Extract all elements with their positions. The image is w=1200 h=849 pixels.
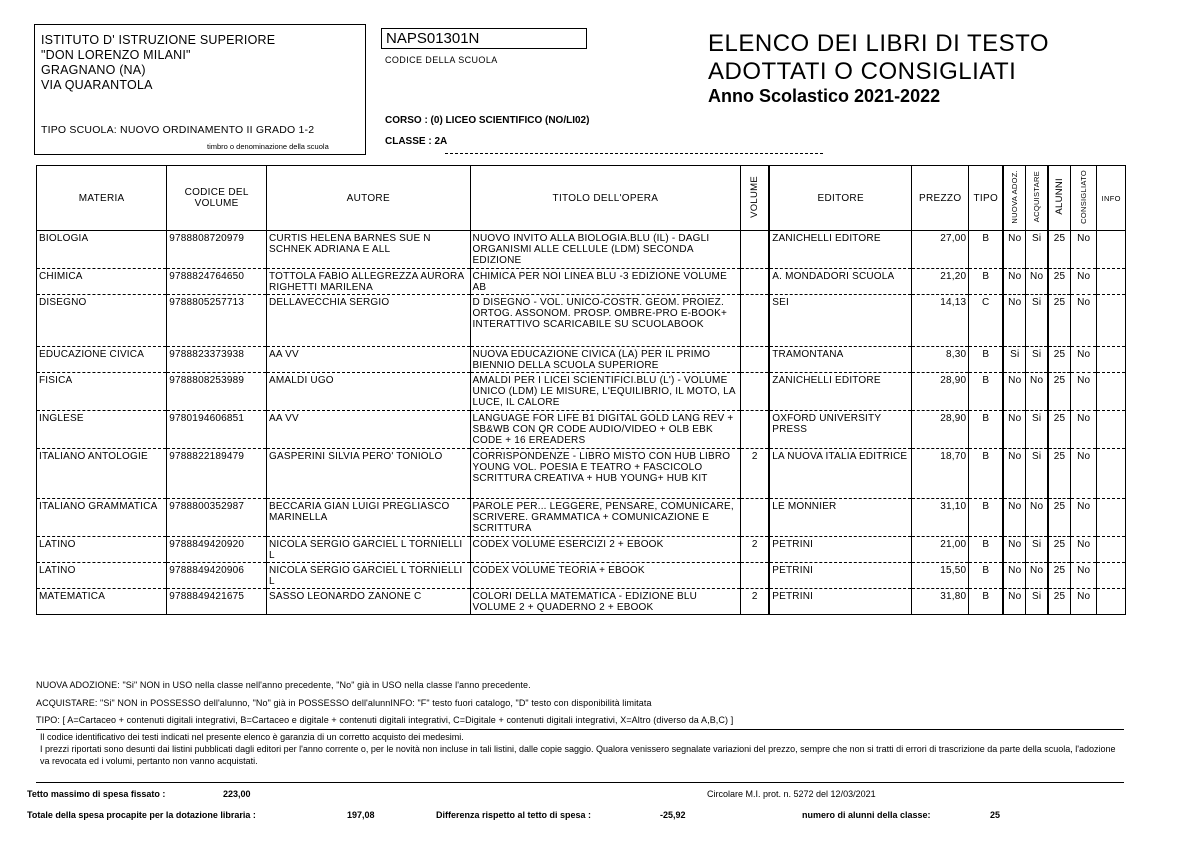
cell-prezzo: 18,70: [912, 449, 969, 499]
cell-autore: DELLAVECCHIA SERGIO: [267, 295, 471, 347]
cell-volume: [741, 231, 769, 269]
col-header-nuova: NUOVA ADOZ.: [1003, 166, 1025, 231]
col-header-acquistare: ACQUISTARE: [1026, 166, 1048, 231]
cell-consigliato: No: [1070, 373, 1096, 411]
cell-codice: 9788823373938: [167, 347, 267, 373]
books-table: [36, 165, 1126, 615]
school-stamp-box: [34, 24, 366, 155]
cell-nuova: No: [1003, 269, 1025, 295]
cell-editore: PETRINI: [769, 537, 911, 563]
cell-info: [1097, 411, 1126, 449]
cell-codice: 9788822189479: [167, 449, 267, 499]
col-header-prezzo: PREZZO: [912, 166, 969, 231]
cell-nuova: No: [1003, 499, 1025, 537]
cell-consigliato: No: [1070, 589, 1096, 615]
cell-consigliato: No: [1070, 411, 1096, 449]
cell-volume: 2: [741, 449, 769, 499]
cell-prezzo: 21,20: [912, 269, 969, 295]
cell-nuova: No: [1003, 537, 1025, 563]
cell-alunni: 25: [1048, 269, 1070, 295]
cell-codice: 9788808720979: [167, 231, 267, 269]
cell-consigliato: No: [1070, 537, 1096, 563]
cell-autore: AA VV: [267, 347, 471, 373]
cell-nuova: Si: [1003, 347, 1025, 373]
cell-editore: LA NUOVA ITALIA EDITRICE: [769, 449, 911, 499]
cell-nuova: No: [1003, 231, 1025, 269]
cell-alunni: 25: [1048, 589, 1070, 615]
cell-consigliato: No: [1070, 449, 1096, 499]
cell-prezzo: 31,10: [912, 499, 969, 537]
notes: [40, 731, 1120, 767]
cell-consigliato: No: [1070, 231, 1096, 269]
cell-info: [1097, 231, 1126, 269]
note-line-2: I prezzi riportati sono desunti dai listini pubblicati dagli editori per l'anno corrente o, per le novità non incluse in tali listini, dalle copie saggio. Qualora venissero segnalate variazioni del prezzo, sempre che non si tratti di errori di trascrizione da parte della scuola, l'adozione va revocata ed i volumi, pertanto non vanno acquistati.: [40, 744, 1116, 766]
cell-tipo: B: [969, 231, 1004, 269]
cell-tipo: B: [969, 499, 1004, 537]
col-header-tipo: TIPO: [969, 166, 1004, 231]
cell-materia: CHIMICA: [37, 269, 167, 295]
cell-tipo: B: [969, 269, 1004, 295]
cell-acquistare: Si: [1026, 347, 1048, 373]
cell-codice: 9788808253989: [167, 373, 267, 411]
cell-codice: 9788849420906: [167, 563, 267, 589]
cell-titolo: COLORI DELLA MATEMATICA - EDIZIONE BLU VOLUME 2 + QUADERNO 2 + EBOOK: [470, 589, 741, 615]
cell-alunni: 25: [1048, 563, 1070, 589]
col-header-alunni: ALUNNI: [1048, 166, 1070, 231]
cell-editore: PETRINI: [769, 563, 911, 589]
alunni-label: numero di alunni della classe:: [802, 810, 931, 820]
cell-acquistare: No: [1026, 563, 1048, 589]
cell-consigliato: No: [1070, 347, 1096, 373]
table-row: [37, 449, 1126, 499]
cell-titolo: NUOVO INVITO ALLA BIOLOGIA.BLU (IL) - DAGLI ORGANISMI ALLE CELLULE (LDM) SECONDA EDIZIONE: [470, 231, 741, 269]
col-header-consigliato: CONSIGLIATO: [1070, 166, 1096, 231]
cell-acquistare: No: [1026, 373, 1048, 411]
circolare: Circolare M.I. prot. n. 5272 del 12/03/2021: [707, 789, 876, 799]
cell-alunni: 25: [1048, 411, 1070, 449]
cell-prezzo: 21,00: [912, 537, 969, 563]
cell-materia: MATEMATICA: [37, 589, 167, 615]
cell-info: [1097, 499, 1126, 537]
table-row: [37, 295, 1126, 347]
cell-alunni: 25: [1048, 537, 1070, 563]
cell-alunni: 25: [1048, 347, 1070, 373]
tetto-label: Tetto massimo di spesa fissato :: [27, 789, 166, 799]
table-row: [37, 347, 1126, 373]
cell-materia: BIOLOGIA: [37, 231, 167, 269]
cell-materia: INGLESE: [37, 411, 167, 449]
legend-tipo: TIPO: [ A=Cartaceo + contenuti digitali integrativi, B=Cartaceo e digitale + contenuti digitali integrativi, C=Digitale + contenuti digitali integrativi, X=Altro (diverso da A,B,C) ]: [36, 715, 734, 725]
cell-codice: 9788805257713: [167, 295, 267, 347]
cell-acquistare: Si: [1026, 537, 1048, 563]
cell-acquistare: Si: [1026, 231, 1048, 269]
cell-tipo: B: [969, 449, 1004, 499]
cell-codice: 9788800352987: [167, 499, 267, 537]
cell-volume: [741, 499, 769, 537]
cell-codice: 9780194606851: [167, 411, 267, 449]
cell-editore: A. MONDADORI SCUOLA: [769, 269, 911, 295]
cell-tipo: B: [969, 347, 1004, 373]
diff-label: Differenza rispetto al tetto di spesa :: [436, 810, 592, 820]
cell-volume: [741, 347, 769, 373]
cell-tipo: B: [969, 563, 1004, 589]
cell-codice: 9788849421675: [167, 589, 267, 615]
cell-prezzo: 8,30: [912, 347, 969, 373]
document-title: ELENCO DEI LIBRI DI TESTO ADOTTATI O CONSIGLIATI: [708, 30, 1050, 85]
legend-acquistare: ACQUISTARE: "Si" NON in POSSESSO dell'alunno, "No" già in POSSESSO dell'alunnINFO: "F" testo fuori catalogo, "D" testo con disponibilità limitata: [36, 698, 652, 708]
cell-autore: CURTIS HELENA BARNES SUE N SCHNEK ADRIANA E ALL: [267, 231, 471, 269]
cell-alunni: 25: [1048, 231, 1070, 269]
cell-nuova: No: [1003, 295, 1025, 347]
cell-info: [1097, 449, 1126, 499]
cell-autore: AA VV: [267, 411, 471, 449]
cell-autore: GASPERINI SILVIA PERO' TONIOLO: [267, 449, 471, 499]
alunni-value: 25: [990, 810, 1001, 820]
class-label: CLASSE : 2A: [385, 136, 448, 147]
cell-autore: TOTTOLA FABIO ALLEGREZZA AURORA RIGHETTI MARILENA: [267, 269, 471, 295]
cell-info: [1097, 563, 1126, 589]
cell-info: [1097, 373, 1126, 411]
cell-alunni: 25: [1048, 449, 1070, 499]
tetto-value: 223,00: [223, 789, 251, 799]
cell-titolo: LANGUAGE FOR LIFE B1 DIGITAL GOLD LANG REV + SB&WB CON QR CODE AUDIO/VIDEO + OLB EBK CODE + 16 EREADERS: [470, 411, 741, 449]
cell-tipo: B: [969, 411, 1004, 449]
cell-consigliato: No: [1070, 499, 1096, 537]
col-header-editore: EDITORE: [769, 166, 911, 231]
cell-codice: 9788824764650: [167, 269, 267, 295]
cell-editore: TRAMONTANA: [769, 347, 911, 373]
cell-tipo: C: [969, 295, 1004, 347]
table-row: [37, 373, 1126, 411]
cell-nuova: No: [1003, 373, 1025, 411]
cell-autore: NICOLA SERGIO GARCIEL L TORNIELLI L: [267, 563, 471, 589]
cell-titolo: CODEX VOLUME TEORIA + EBOOK: [470, 563, 741, 589]
cell-prezzo: 15,50: [912, 563, 969, 589]
cell-materia: ITALIANO GRAMMATICA: [37, 499, 167, 537]
table-row: [37, 269, 1126, 295]
cell-info: [1097, 295, 1126, 347]
cell-acquistare: No: [1026, 269, 1048, 295]
cell-acquistare: Si: [1026, 295, 1048, 347]
cell-autore: NICOLA SERGIO GARCIEL L TORNIELLI L: [267, 537, 471, 563]
notes-divider: [36, 782, 1124, 783]
table-header-row: [37, 166, 1126, 231]
cell-nuova: No: [1003, 411, 1025, 449]
cell-prezzo: 28,90: [912, 411, 969, 449]
cell-volume: [741, 269, 769, 295]
cell-volume: 2: [741, 537, 769, 563]
cell-titolo: CODEX VOLUME ESERCIZI 2 + EBOOK: [470, 537, 741, 563]
col-header-autore: AUTORE: [267, 166, 471, 231]
stamp-note: timbro o denominazione della scuola: [207, 142, 329, 151]
table-row: [37, 499, 1126, 537]
cell-consigliato: No: [1070, 269, 1096, 295]
cell-materia: EDUCAZIONE CIVICA: [37, 347, 167, 373]
cell-nuova: No: [1003, 449, 1025, 499]
cell-editore: ZANICHELLI EDITORE: [769, 373, 911, 411]
cell-nuova: No: [1003, 563, 1025, 589]
totale-value: 197,08: [347, 810, 375, 820]
cell-consigliato: No: [1070, 295, 1096, 347]
cell-alunni: 25: [1048, 373, 1070, 411]
col-header-volume: VOLUME: [741, 166, 769, 231]
school-code-label: CODICE DELLA SCUOLA: [385, 55, 498, 65]
cell-acquistare: Si: [1026, 449, 1048, 499]
cell-volume: [741, 563, 769, 589]
school-code: NAPS01301N: [381, 28, 587, 49]
cell-autore: SASSO LEONARDO ZANONE C: [267, 589, 471, 615]
cell-titolo: PAROLE PER... LEGGERE, PENSARE, COMUNICARE, SCRIVERE. GRAMMATICA + COMUNICAZIONE E SCRITTURA: [470, 499, 741, 537]
cell-materia: LATINO: [37, 537, 167, 563]
cell-materia: ITALIANO ANTOLOGIE: [37, 449, 167, 499]
cell-editore: LE MONNIER: [769, 499, 911, 537]
cell-info: [1097, 347, 1126, 373]
cell-info: [1097, 269, 1126, 295]
table-row: [37, 231, 1126, 269]
cell-prezzo: 28,90: [912, 373, 969, 411]
col-header-info: INFO: [1097, 166, 1126, 231]
cell-alunni: 25: [1048, 499, 1070, 537]
cell-alunni: 25: [1048, 295, 1070, 347]
course-label: CORSO : (0) LICEO SCIENTIFICO (NO/LI02): [385, 115, 590, 126]
cell-volume: 2: [741, 589, 769, 615]
table-row: [37, 411, 1126, 449]
cell-volume: [741, 411, 769, 449]
cell-autore: BECCARIA GIAN LUIGI PREGLIASCO MARINELLA: [267, 499, 471, 537]
totale-label: Totale della spesa procapite per la dotazione libraria :: [27, 810, 256, 820]
cell-titolo: AMALDI PER I LICEI SCIENTIFICI.BLU (L') - VOLUME UNICO (LDM) LE MISURE, L'EQUILIBRIO, IL MOTO, LA LUCE, IL CALORE: [470, 373, 741, 411]
cell-acquistare: Si: [1026, 411, 1048, 449]
cell-tipo: B: [969, 373, 1004, 411]
cell-prezzo: 14,13: [912, 295, 969, 347]
cell-editore: PETRINI: [769, 589, 911, 615]
col-header-codice: CODICE DEL VOLUME: [167, 166, 267, 231]
cell-tipo: B: [969, 589, 1004, 615]
cell-editore: SEI: [769, 295, 911, 347]
cell-titolo: D DISEGNO - VOL. UNICO-COSTR. GEOM. PROIEZ. ORTOG. ASSONOM. PROSP. OMBRE-PRO E-BOOK+ INTERATTIVO SCARICABILE SU SCUOLABOOK: [470, 295, 741, 347]
cell-autore: AMALDI UGO: [267, 373, 471, 411]
cell-nuova: No: [1003, 589, 1025, 615]
legend-nuova: NUOVA ADOZIONE: "Si" NON in USO nella classe nell'anno precedente, "No" già in USO nella classe l'anno precedente.: [36, 680, 531, 690]
cell-tipo: B: [969, 537, 1004, 563]
legend-divider: [36, 729, 1124, 730]
table-row: [37, 589, 1126, 615]
cell-consigliato: No: [1070, 563, 1096, 589]
cell-prezzo: 31,80: [912, 589, 969, 615]
school-year: Anno Scolastico 2021-2022: [708, 86, 941, 106]
school-type: TIPO SCUOLA: NUOVO ORDINAMENTO II GRADO 1-2: [41, 124, 315, 136]
table-row: [37, 563, 1126, 589]
cell-titolo: CORRISPONDENZE - LIBRO MISTO CON HUB LIBRO YOUNG VOL. POESIA E TEATRO + FASCICOLO SCRITTURA CREATIVA + HUB YOUNG+ HUB KIT: [470, 449, 741, 499]
cell-info: [1097, 589, 1126, 615]
cell-titolo: NUOVA EDUCAZIONE CIVICA (LA) PER IL PRIMO BIENNIO DELLA SCUOLA SUPERIORE: [470, 347, 741, 373]
divider: [445, 153, 823, 154]
school-name: ISTITUTO D' ISTRUZIONE SUPERIORE "DON LORENZO MILANI" GRAGNANO (NA) VIA QUARANTOLA: [41, 33, 276, 92]
col-header-materia: MATERIA: [37, 166, 167, 231]
col-header-titolo: TITOLO DELL'OPERA: [470, 166, 741, 231]
cell-materia: FISICA: [37, 373, 167, 411]
cell-volume: [741, 373, 769, 411]
diff-value: -25,92: [660, 810, 686, 820]
cell-materia: LATINO: [37, 563, 167, 589]
cell-titolo: CHIMICA PER NOI LINEA BLU -3 EDIZIONE VOLUME AB: [470, 269, 741, 295]
cell-materia: DISEGNO: [37, 295, 167, 347]
cell-prezzo: 27,00: [912, 231, 969, 269]
note-line-1: Il codice identificativo dei testi indicati nel presente elenco è garanzia di un corretto acquisto dei medesimi.: [40, 732, 464, 742]
cell-volume: [741, 295, 769, 347]
cell-info: [1097, 537, 1126, 563]
table-row: [37, 537, 1126, 563]
cell-editore: OXFORD UNIVERSITY PRESS: [769, 411, 911, 449]
cell-acquistare: No: [1026, 499, 1048, 537]
cell-acquistare: Si: [1026, 589, 1048, 615]
cell-codice: 9788849420920: [167, 537, 267, 563]
cell-editore: ZANICHELLI EDITORE: [769, 231, 911, 269]
